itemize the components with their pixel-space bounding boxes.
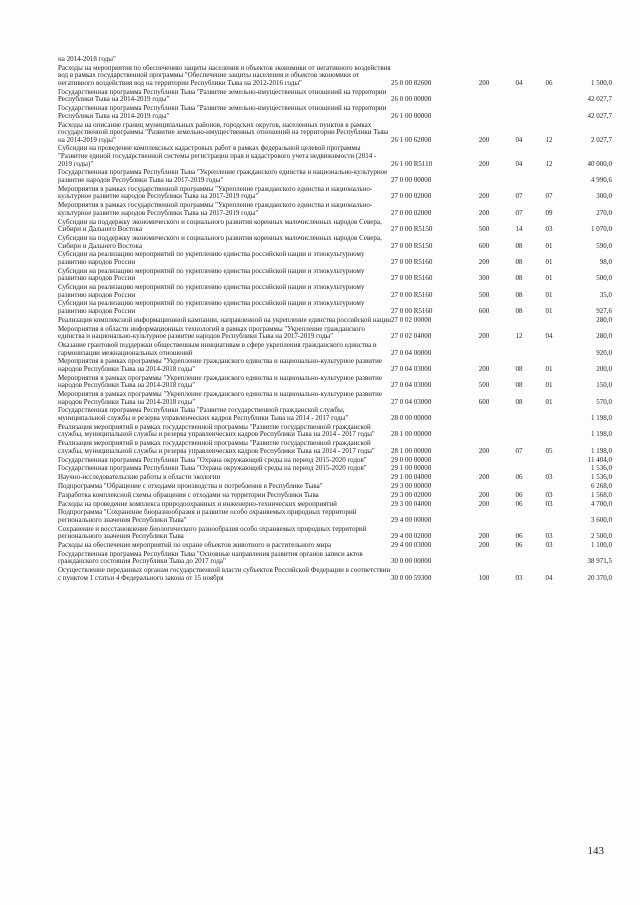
row-section: 06 xyxy=(515,490,523,499)
row-code: 27 0 00 R5160 xyxy=(391,307,433,316)
row-code: 26 1 00 62000 xyxy=(391,135,432,144)
row-section xyxy=(504,551,534,567)
table-row xyxy=(58,105,612,121)
row-section: 08 xyxy=(515,241,523,250)
row-section: 06 xyxy=(515,499,523,508)
row-amount: 280,0 xyxy=(596,315,612,324)
row-code: 30 0 00 00000 xyxy=(391,557,432,566)
row-section: 06 xyxy=(515,473,523,482)
row-section: 14 xyxy=(515,225,523,234)
row-expense-type: 200 xyxy=(478,257,490,266)
page-number: 143 xyxy=(587,845,604,857)
row-name: Государственная программа Республики Тыва "Развитие земельно-имущественных отношений на территории Республики Тыва на 2014-2019 годы" xyxy=(58,87,387,104)
row-amount: 42 027,7 xyxy=(587,111,612,120)
row-amount: 1 100,0 xyxy=(591,541,612,550)
row-section: 08 xyxy=(515,381,523,390)
row-expense-type: 200 xyxy=(478,490,490,499)
row-name: Государственная программа Республики Тыва "Охрана окружающей среды на период 2015-2020 годов" xyxy=(58,464,367,473)
row-subsection: 01 xyxy=(545,257,553,266)
row-code: 27 0 02 00000 xyxy=(391,315,432,324)
row-code: 28 0 00 00000 xyxy=(391,414,432,423)
row-expense-type: 500 xyxy=(478,225,490,234)
row-subsection: 09 xyxy=(545,208,553,217)
budget-table-body xyxy=(58,56,612,584)
row-code: 27 0 00 R5160 xyxy=(391,290,433,299)
row-section: 08 xyxy=(515,274,523,283)
row-section xyxy=(504,424,534,440)
row-expense-type xyxy=(464,89,504,105)
row-subsection xyxy=(534,89,564,105)
row-expense-type: 300 xyxy=(478,274,490,283)
row-code: 27 0 04 03000 xyxy=(391,397,432,406)
row-name: Мероприятия в области информационных технологий в рамках программы "Укрепление гражданского единства и национально-культурное развитие народов Республики Тыва на 2017-2019 годы" xyxy=(58,324,365,341)
row-amount: 280,0 xyxy=(596,332,612,341)
row-section xyxy=(504,457,534,466)
row-subsection: 12 xyxy=(545,159,553,168)
row-subsection xyxy=(534,509,564,525)
row-subsection: 12 xyxy=(545,135,553,144)
row-subsection: 03 xyxy=(545,541,553,550)
table-row xyxy=(58,284,612,300)
row-subsection xyxy=(534,407,564,423)
row-expense-type: 200 xyxy=(478,499,490,508)
row-code: 29 3 00 04000 xyxy=(391,499,432,508)
table-row xyxy=(58,326,612,342)
row-code: 27 0 04 00000 xyxy=(391,348,432,357)
row-subsection xyxy=(534,56,564,65)
row-amount: 1 070,0 xyxy=(591,225,612,234)
row-amount: 270,0 xyxy=(596,208,612,217)
table-row xyxy=(58,509,612,525)
row-amount: 11 404,0 xyxy=(587,455,612,464)
row-amount: 570,0 xyxy=(596,397,612,406)
row-amount: 1 500,0 xyxy=(591,78,612,87)
row-expense-type: 200 xyxy=(478,208,490,217)
table-row xyxy=(58,407,612,423)
row-subsection: 03 xyxy=(545,499,553,508)
row-expense-type xyxy=(464,457,504,466)
table-row xyxy=(58,169,612,185)
row-name: Подпрограмма "Обращение с отходами производства и потребления в Республике Тыва" xyxy=(58,481,323,490)
row-code: 29 4 00 00000 xyxy=(391,515,432,524)
row-expense-type: 200 xyxy=(478,532,490,541)
row-name: Реализация мероприятий в рамках государственной программы "Развитие государственной гражданской службы, муниципальной службы и резерва управленческих кадров Республики Тыва на 2014 - 2017 годы" xyxy=(58,422,375,439)
row-code: 29 0 00 00000 xyxy=(391,455,432,464)
row-code: 30 0 00 59300 xyxy=(391,573,432,582)
row-section: 08 xyxy=(515,397,523,406)
row-code: 26 0 00 00000 xyxy=(391,95,432,104)
row-section: 03 xyxy=(515,573,523,582)
table-row xyxy=(58,145,612,169)
row-name: Мероприятия в рамках программы "Укрепление гражданского единства и национально-культурное развитие народов Республики Тыва на 2014-2018 годы" xyxy=(58,357,382,373)
row-name: Государственная программа Республики Тыва "Укрепление гражданского единства и национально-культурное развитие народов Республики Тыва на 2017-2019 годы" xyxy=(58,168,388,185)
row-amount: 98,0 xyxy=(599,257,612,266)
table-row xyxy=(58,358,612,374)
row-subsection: 01 xyxy=(545,397,553,406)
row-section: 12 xyxy=(515,332,523,341)
table-row xyxy=(58,219,612,235)
row-amount: 500,0 xyxy=(596,274,612,283)
row-expense-type xyxy=(464,56,504,65)
row-amount: 1 198,0 xyxy=(591,414,612,423)
row-amount: 200,0 xyxy=(596,364,612,373)
row-section: 07 xyxy=(515,446,523,455)
row-code: 29 1 00 04000 xyxy=(391,473,432,482)
row-expense-type: 200 xyxy=(478,364,490,373)
row-amount: 3 600,0 xyxy=(591,515,612,524)
row-expense-type xyxy=(464,509,504,525)
table-row xyxy=(58,300,612,316)
row-amount: 1 198,0 xyxy=(591,446,612,455)
row-name: Субсидии на поддержку экономического и социального развития коренных малочисленных народов Севера, Сибири и Дальнего Востока xyxy=(58,217,382,234)
row-amount: 920,0 xyxy=(596,348,612,357)
row-code: 27 0 00 R5160 xyxy=(391,257,433,266)
table-row xyxy=(58,551,612,567)
table-row xyxy=(58,202,612,218)
row-name: на 2014-2018 годы" xyxy=(58,55,116,63)
table-row xyxy=(58,89,612,105)
row-code: 27 0 00 02000 xyxy=(391,208,432,217)
row-expense-type xyxy=(464,105,504,121)
row-expense-type: 100 xyxy=(478,573,490,582)
row-section xyxy=(504,169,534,185)
row-expense-type: 200 xyxy=(478,159,490,168)
row-code: 28 1 00 00000 xyxy=(391,430,432,439)
row-expense-type: 600 xyxy=(478,241,490,250)
row-expense-type xyxy=(464,342,504,358)
row-amount: 40 000,0 xyxy=(587,159,612,168)
row-amount: 1 198,0 xyxy=(591,430,612,439)
row-amount: 300,0 xyxy=(596,192,612,201)
row-subsection xyxy=(534,342,564,358)
row-expense-type: 200 xyxy=(478,332,490,341)
row-subsection xyxy=(534,105,564,121)
row-subsection: 01 xyxy=(545,274,553,283)
row-code: 27 0 00 02000 xyxy=(391,192,432,201)
row-name: Научно-исследовательские работы в области экологии xyxy=(58,473,221,482)
row-amount: 1 536,0 xyxy=(591,473,612,482)
table-row xyxy=(58,122,612,146)
row-code: 26 1 00 00000 xyxy=(391,111,432,120)
row-section xyxy=(504,105,534,121)
row-name: Субсидии на поддержку экономического и социального развития коренных малочисленных народов Севера, Сибири и Дальнего Востока xyxy=(58,233,382,250)
row-name: Мероприятия в рамках государственной программы "Укрепление гражданского единства и национально-культурное развитие народов Республики Тыва на 2017-2019 годы" xyxy=(58,201,373,217)
row-section xyxy=(504,509,534,525)
row-amount: 150,0 xyxy=(596,381,612,390)
row-subsection: 04 xyxy=(545,573,553,582)
row-code: 27 0 00 R5150 xyxy=(391,241,433,250)
row-name: Субсидии на реализацию мероприятий по укреплению единства российской нации и этнокультурному развитию народов России xyxy=(58,283,365,299)
row-section: 04 xyxy=(515,159,523,168)
table-row xyxy=(58,65,612,89)
table-row xyxy=(58,251,612,267)
row-name: Подпрограмма "Сохранение биоразнообразия и развитие особо охраняемых природных территорий регионального значения Республики Тыва" xyxy=(58,508,357,524)
row-name: Субсидии на реализацию мероприятий по укреплению единства российской нации и этнокультурному развитию народов России xyxy=(58,299,365,316)
table-row xyxy=(58,186,612,202)
row-name: Расходы на проведение комплекса природоохранных и инженерно-технических мероприятий xyxy=(58,499,337,508)
row-amount: 590,0 xyxy=(596,241,612,250)
row-subsection: 03 xyxy=(545,473,553,482)
row-code: 25 0 00 82600 xyxy=(391,78,432,87)
row-section xyxy=(504,89,534,105)
table-row xyxy=(58,440,612,456)
row-name: Расходы на описание границ муниципальных районов, городских округов, населенных пунктов в рамках государственной программы "Развитие земельно-имущественных отношений на территории Республики Тыва на 2014-2019 годы" xyxy=(58,120,389,144)
row-name: Государственная программа Республики Тыва "Развитие государственной гражданской службы, муниципальной службы и резерва управленческих кадров Республики Тыва на 2014 - 2017 годы" xyxy=(58,406,349,423)
row-name: Мероприятия в рамках государственной программы "Укрепление гражданского единства и национально-культурное развитие народов Республики Тыва на 2017-2019 годы" xyxy=(58,184,373,201)
row-subsection: 03 xyxy=(545,490,553,499)
row-section: 08 xyxy=(515,364,523,373)
table-row xyxy=(58,268,612,284)
row-expense-type: 500 xyxy=(478,381,490,390)
row-subsection: 03 xyxy=(545,225,553,234)
row-code: 27 0 00 00000 xyxy=(391,176,432,185)
row-name: Субсидии на проведение комплексных кадастровых работ в рамках федеральной целевой программы "Развитие единой государственной системы регистрации прав и кадастрового учета недвижимости (2014 - 2019 годы)" xyxy=(58,144,377,168)
row-section: 07 xyxy=(515,192,523,201)
row-name: Субсидии на реализацию мероприятий по укреплению единства российской нации и этнокультурному развитию народов России xyxy=(58,250,365,266)
row-amount: 42 027,7 xyxy=(587,95,612,104)
row-expense-type: 200 xyxy=(478,541,490,550)
row-subsection: 06 xyxy=(545,78,553,87)
row-section xyxy=(504,317,534,326)
row-amount: 4 700,0 xyxy=(591,499,612,508)
row-subsection xyxy=(534,551,564,567)
row-name: Реализация комплексной информационной кампании, направленной на укрепление единства российской нации xyxy=(58,315,391,324)
row-amount: 1 536,0 xyxy=(591,464,612,473)
row-name: Государственная программа Республики Тыва "Основные направления развития органов записи актов гражданского состояния Республики Тыва до 2017 года" xyxy=(58,549,363,566)
row-subsection: 01 xyxy=(545,381,553,390)
row-section xyxy=(504,407,534,423)
row-section: 06 xyxy=(515,541,523,550)
row-amount xyxy=(564,56,612,65)
row-section: 07 xyxy=(515,208,523,217)
row-subsection xyxy=(534,169,564,185)
table-row xyxy=(58,342,612,358)
row-expense-type xyxy=(464,551,504,567)
row-amount: 1 568,0 xyxy=(591,490,612,499)
row-code: 27 0 02 04000 xyxy=(391,332,432,341)
table-row xyxy=(58,375,612,391)
row-expense-type xyxy=(464,424,504,440)
row-amount: 2 500,0 xyxy=(591,532,612,541)
row-section: 04 xyxy=(515,78,523,87)
table-row xyxy=(58,235,612,251)
row-expense-type xyxy=(464,407,504,423)
row-amount: 4 990,6 xyxy=(591,176,612,185)
row-subsection: 01 xyxy=(545,290,553,299)
row-code: 29 3 00 00000 xyxy=(391,481,432,490)
row-name: Сохранение и восстановление биологического разнообразия особо охраняемых природных территорий регионального значения Республики Тыва xyxy=(58,524,367,541)
row-expense-type: 200 xyxy=(478,192,490,201)
row-expense-type: 600 xyxy=(478,397,490,406)
row-code: 27 0 00 R5160 xyxy=(391,274,433,283)
table-row xyxy=(58,526,612,542)
row-section: 08 xyxy=(515,257,523,266)
row-expense-type: 200 xyxy=(478,446,490,455)
row-amount: 6 268,0 xyxy=(591,481,612,490)
row-code: 27 0 04 03000 xyxy=(391,364,432,373)
row-code: 26 1 00 R5110 xyxy=(391,159,433,168)
row-expense-type: 200 xyxy=(478,135,490,144)
budget-table xyxy=(58,56,612,584)
row-name: Разработка комплексной схемы обращения с отходами на территории Республики Тыва xyxy=(58,490,319,499)
row-section: 08 xyxy=(515,290,523,299)
row-name: Субсидии на реализацию мероприятий по укреплению единства российской нации и этнокультурному развитию народов России xyxy=(58,266,365,283)
row-name: Государственная программа Республики Тыва "Охрана окружающей среды на период 2015-2020 годов" xyxy=(58,455,367,464)
row-code: 29 4 00 02000 xyxy=(391,532,432,541)
row-amount: 2 027,7 xyxy=(591,135,612,144)
row-expense-type xyxy=(464,317,504,326)
row-code xyxy=(391,56,464,65)
table-row xyxy=(58,567,612,583)
row-name: Осуществление переданных органам государственной власти субъектов Российской Федерации в соответствии с пунктом 1 статьи 4 Федерального закона от 15 ноября xyxy=(58,566,391,582)
row-subsection: 05 xyxy=(545,446,553,455)
row-name: Мероприятия в рамках программы "Укрепление гражданского единства и национально-культурное развитие народов Республики Тыва на 2014-2018 годы" xyxy=(58,390,382,406)
row-name: Расходы на обеспечение мероприятий по охране объектов животного и растительного мира xyxy=(58,541,332,550)
row-code: 29 3 00 02000 xyxy=(391,490,432,499)
row-section: 08 xyxy=(515,307,523,316)
row-subsection xyxy=(534,317,564,326)
row-code: 29 1 00 00000 xyxy=(391,464,432,473)
row-subsection: 03 xyxy=(545,532,553,541)
row-subsection: 01 xyxy=(545,364,553,373)
row-amount: 35,0 xyxy=(599,290,612,299)
row-section xyxy=(504,342,534,358)
row-section xyxy=(504,56,534,65)
row-section: 06 xyxy=(515,532,523,541)
row-expense-type: 600 xyxy=(478,307,490,316)
row-name: Расходы на мероприятия по обеспечению защиты населения и объектов экономики от негативного воздействия вод в рамках государственной программы "Обеспечение защиты населения и объектов экономики от негативного воздействия вод на территории Республики Тыва на 2012-2016 годы" xyxy=(58,63,391,87)
row-name: Мероприятия в рамках программы "Укрепление гражданского единства и национально-культурное развитие народов Республики Тыва на 2014-2018 годы" xyxy=(58,373,382,390)
row-subsection: 07 xyxy=(545,192,553,201)
row-subsection: 01 xyxy=(545,241,553,250)
row-expense-type: 500 xyxy=(478,290,490,299)
row-expense-type: 200 xyxy=(478,473,490,482)
row-subsection: 04 xyxy=(545,332,553,341)
row-code: 28 1 00 00000 xyxy=(391,446,432,455)
row-subsection: 01 xyxy=(545,307,553,316)
row-amount: 927,6 xyxy=(596,307,612,316)
row-section: 04 xyxy=(515,135,523,144)
row-name: Оказание грантовой поддержки общественным инициативам в сфере укрепления гражданского единства и гармонизации межнациональных отношений xyxy=(58,340,377,357)
table-row xyxy=(58,424,612,440)
row-code: 27 0 04 03000 xyxy=(391,381,432,390)
row-code: 29 4 00 03000 xyxy=(391,541,432,550)
row-subsection xyxy=(534,424,564,440)
table-row xyxy=(58,391,612,407)
row-amount: 20 370,0 xyxy=(587,573,612,582)
row-name: Реализация мероприятий в рамках государственной программы "Развитие государственной гражданской службы, муниципальной службы и резерва управленческих кадров Республики Тыва на 2014 - 2017 годы" xyxy=(58,439,375,455)
row-expense-type xyxy=(464,169,504,185)
row-amount: 38 971,5 xyxy=(587,557,612,566)
row-expense-type: 200 xyxy=(478,78,490,87)
row-name: Государственная программа Республики Тыва "Развитие земельно-имущественных отношений на территории Республики Тыва на 2014-2019 годы" xyxy=(58,104,387,120)
row-subsection xyxy=(534,457,564,466)
row-code: 27 0 00 R5150 xyxy=(391,225,433,234)
